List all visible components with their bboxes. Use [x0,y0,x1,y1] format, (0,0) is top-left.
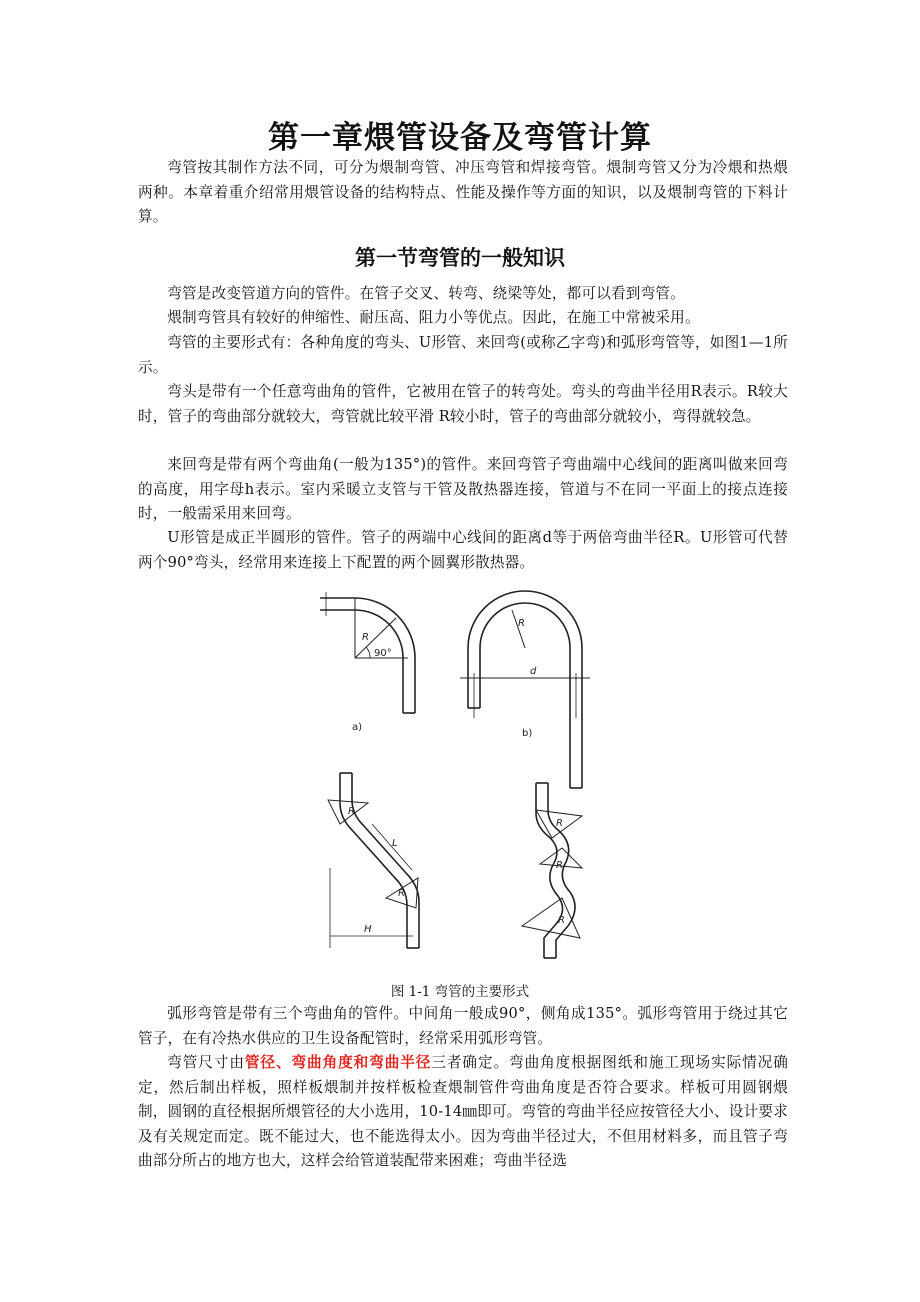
pipe-bend-figure [300,578,630,978]
chapter-title: 第一章煨管设备及弯管计算 [268,120,652,156]
section-title: 第一节弯管的一般知识 [355,246,565,270]
label-r-arc-3: R [558,915,565,926]
paragraph-3: 弯管的主要形式有：各种角度的弯头、U形管、来回弯(或称乙字弯)和弧形弯管等，如图1—1所示。 [138,334,788,376]
pipe-bend-drawings [300,578,630,978]
paragraph-2: 煨制弯管具有较好的伸缩性、耐压高、阻力小等优点。因此，在施工中常被采用。 [167,309,700,326]
paragraph-8-prefix: 弯管尺寸由 [167,1054,245,1071]
u-tube-drawing [460,591,590,788]
label-r-elbow: R [362,632,369,643]
paragraph-4: 弯头是带有一个任意弯曲角的管件，它被用在管子的转弯处。弯头的弯曲半径用R表示。R较大时，管子的弯曲部分就较大，弯管就比较平滑 R较小时，管子的弯曲部分就较小，弯得就较急。 [138,383,788,425]
label-a: a) [352,722,363,733]
figure-caption: 图 1-1 弯管的主要形式 [390,984,530,1000]
label-angle: 90° [374,648,392,659]
arc-bend-drawing [522,783,582,958]
intro-paragraph: 弯管按其制作方法不同，可分为煨制弯管、冲压弯管和焊接弯管。煨制弯管又分为冷煨和热煨两种。本章着重介绍常用煨管设备的结构特点、性能及操作等方面的知识，以及煨制弯管的下料计算。 [138,159,788,225]
paragraph-6: U形管是成正半圆形的管件。管子的两端中心线间的距离d等于两倍弯曲半径R。U形管可代替两个90°弯头，经常用来连接上下配置的两个圆翼形散热器。 [138,529,788,571]
label-h: H [364,924,372,935]
offset-bend-drawing [328,773,419,948]
label-r-u: R [518,618,525,629]
paragraph-1: 弯管是改变管道方向的管件。在管子交叉、转弯、绕梁等处，都可以看到弯管。 [167,285,685,302]
paragraph-5: 来回弯是带有两个弯曲角(一般为135°)的管件。来回弯管子弯曲端中心线间的距离叫做来回弯的高度，用字母h表示。室内采暖立支管与干管及散热器连接，管道与不在同一平面上的接点连接时，一般需采用来回弯。 [138,456,788,522]
elbow-drawing [320,592,415,713]
paragraph-8 [138,1051,788,1174]
paragraph-8-suffix: 三者确定。弯曲角度根据图纸和施工现场实际情况确定，然后制出样板，照样板煨制并按样板检查煨制管件弯曲角度是否符合要求。样板可用圆钢煨制，圆钢的直径根据所煨管径的大小选用，10-14㎜即可。弯管的弯曲半径应按管径大小、设计要求及有关规定而定。既不能过大，也不能选得太小。因为弯曲半径过大，不但用材料多，而且管子弯曲部分所占的地方也大，这样会给管道装配带来困难；弯曲半径选 [138,1054,788,1169]
label-r-offset-bottom: R [398,888,405,899]
label-d: d [530,666,537,677]
label-r-arc-2: R [556,860,563,871]
label-r-arc-1: R [556,818,563,829]
label-b: b) [522,728,533,739]
label-r-offset-top: R [348,806,355,817]
paragraph-7: 弧形弯管是带有三个弯曲角的管件。中间角一般成90°，侧角成135°。弧形弯管用于绕过其它管子，在有冷热水供应的卫生设备配管时，经常采用弧形弯管。 [138,1005,788,1047]
label-l: L [392,838,398,849]
highlight-text: 管径、弯曲角度和弯曲半径 [244,1054,432,1071]
